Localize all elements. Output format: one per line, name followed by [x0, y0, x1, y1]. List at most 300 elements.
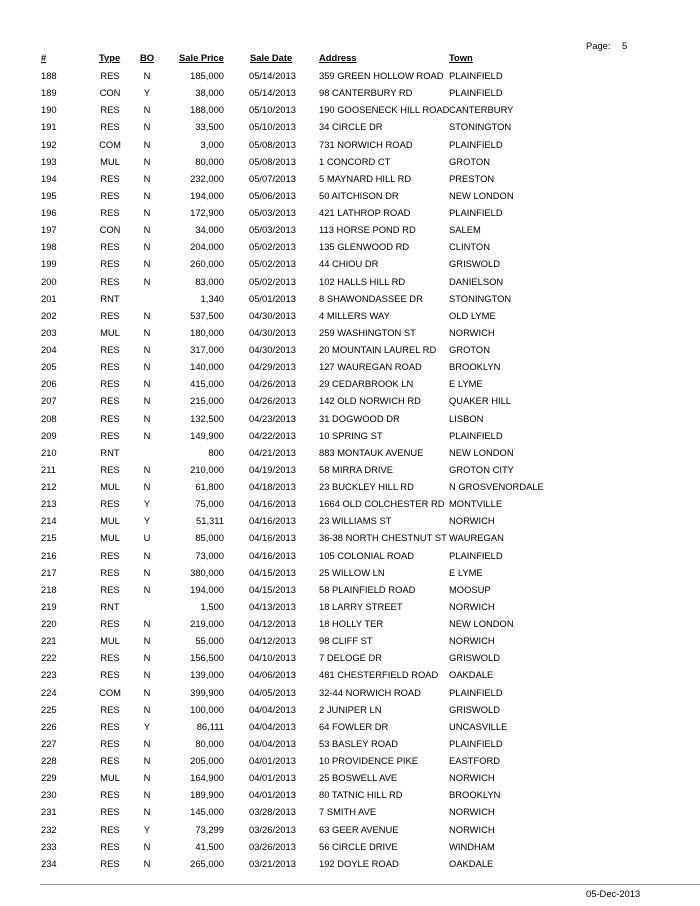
sale-date: 04/22/2013 — [249, 429, 296, 441]
page-indicator — [586, 40, 628, 51]
sale-date: 03/28/2013 — [249, 806, 296, 818]
town: PLAINFIELD — [449, 686, 503, 698]
table-row — [0, 223, 700, 240]
sale-number: 192 — [41, 138, 57, 150]
table-row — [0, 206, 700, 223]
town: MOOSUP — [449, 583, 491, 595]
town: NORWICH — [449, 515, 495, 527]
bo-flag: N — [143, 155, 151, 167]
bo-flag: N — [143, 241, 151, 253]
address: 10 SPRING ST — [319, 429, 383, 441]
sale-date: 04/01/2013 — [249, 789, 296, 801]
bo-flag: N — [143, 857, 151, 869]
address: 190 GOOSENECK HILL ROAD — [319, 104, 450, 116]
town: OLD LYME — [449, 309, 496, 321]
sale-number: 234 — [41, 857, 57, 869]
sale-price: 210,000 — [190, 463, 224, 475]
town: CANTERBURY — [449, 104, 514, 116]
sale-number: 201 — [41, 292, 57, 304]
address: 20 MOUNTAIN LAUREL RD — [319, 344, 437, 355]
sale-price: 204,000 — [190, 241, 224, 253]
sale-date: 05/02/2013 — [249, 258, 296, 270]
sale-number: 224 — [41, 686, 57, 698]
bo-flag: N — [143, 104, 151, 116]
sale-number: 208 — [41, 412, 57, 424]
town: E LYME — [449, 566, 483, 578]
town: OAKDALE — [449, 857, 494, 869]
sale-date: 04/01/2013 — [249, 772, 296, 784]
sale-price: 73,299 — [195, 823, 224, 835]
sale-date: 04/16/2013 — [249, 515, 296, 527]
bo-flag: N — [143, 172, 151, 184]
bo-flag: Y — [143, 720, 151, 732]
sale-number: 214 — [41, 515, 57, 527]
sale-number: 231 — [41, 806, 57, 818]
address: 7 DELOGE DR — [319, 652, 383, 664]
town: PLAINFIELD — [449, 549, 503, 561]
sale-price: 1,500 — [200, 600, 224, 612]
sale-date: 04/23/2013 — [249, 412, 296, 424]
sale-date: 05/03/2013 — [249, 207, 296, 218]
table-row — [0, 737, 700, 754]
sale-number: 203 — [41, 326, 57, 338]
bo-flag: Y — [143, 515, 151, 527]
table-row — [0, 394, 700, 411]
address: 2 JUNIPER LN — [319, 703, 382, 715]
table-row — [0, 446, 700, 463]
property-type: RES — [100, 463, 120, 475]
sale-number: 209 — [41, 429, 57, 441]
table-row — [0, 583, 700, 600]
sale-number: 221 — [41, 635, 57, 647]
sale-number: 202 — [41, 309, 57, 321]
sale-number: 196 — [41, 207, 57, 218]
header-sale-date: Sale Date — [250, 52, 293, 63]
sale-number: 227 — [41, 737, 57, 749]
header-address: Address — [319, 52, 357, 63]
sale-number: 206 — [41, 378, 57, 390]
property-type: RES — [100, 755, 120, 766]
sale-price: 34,000 — [195, 224, 224, 236]
sale-price: 61,800 — [195, 481, 224, 492]
address: 142 OLD NORWICH RD — [319, 395, 421, 407]
header-bo: BO — [140, 52, 155, 63]
address: 44 CHIOU DR — [319, 258, 379, 270]
property-type: RES — [100, 258, 120, 270]
town: PLAINFIELD — [449, 207, 503, 218]
town: STONINGTON — [449, 121, 512, 133]
property-type: COM — [99, 138, 121, 150]
address: 98 CLIFF ST — [319, 635, 373, 647]
sale-price: 215,000 — [190, 395, 224, 407]
sale-number: 195 — [41, 189, 57, 201]
sale-price: 38,000 — [195, 87, 224, 99]
sale-price: 3,000 — [200, 138, 224, 150]
property-type: RNT — [100, 600, 120, 612]
bo-flag: N — [143, 70, 151, 81]
address: 50 AITCHISON DR — [319, 189, 399, 201]
sale-number: 232 — [41, 823, 57, 835]
address: 58 PLAINFIELD ROAD — [319, 583, 416, 595]
sale-price: 132,500 — [190, 412, 224, 424]
sale-price: 219,000 — [190, 618, 224, 629]
sale-date: 04/04/2013 — [249, 720, 296, 732]
table-row — [0, 257, 700, 274]
town: NEW LONDON — [449, 446, 514, 458]
sale-number: 220 — [41, 618, 57, 629]
sale-price: 80,000 — [195, 737, 224, 749]
sale-price: 185,000 — [190, 70, 224, 81]
sale-number: 212 — [41, 481, 57, 492]
sale-number: 233 — [41, 840, 57, 852]
sale-number: 199 — [41, 258, 57, 270]
table-row — [0, 275, 700, 292]
bo-flag: N — [143, 309, 151, 321]
property-type: MUL — [100, 532, 120, 544]
property-type: RES — [100, 104, 120, 116]
sale-date: 05/01/2013 — [249, 292, 296, 304]
table-row — [0, 326, 700, 343]
address: 63 GEER AVENUE — [319, 823, 399, 835]
table-row — [0, 840, 700, 857]
sale-price: 149,900 — [190, 429, 224, 441]
sale-number: 222 — [41, 652, 57, 664]
sale-date: 04/13/2013 — [249, 600, 296, 612]
bo-flag: N — [143, 481, 151, 492]
sale-date: 04/29/2013 — [249, 361, 296, 373]
property-type: RES — [100, 549, 120, 561]
sale-price: 317,000 — [190, 344, 224, 355]
sale-number: 190 — [41, 104, 57, 116]
sale-date: 04/12/2013 — [249, 618, 296, 629]
bo-flag: N — [143, 395, 151, 407]
town: SALEM — [449, 224, 481, 236]
footer-divider — [40, 884, 700, 885]
property-type: RES — [100, 172, 120, 184]
sale-price: 180,000 — [190, 326, 224, 338]
bo-flag: N — [143, 566, 151, 578]
bo-flag: N — [143, 189, 151, 201]
table-row — [0, 514, 700, 531]
bo-flag: N — [143, 429, 151, 441]
address: 5 MAYNARD HILL RD — [319, 172, 412, 184]
bo-flag: N — [143, 121, 151, 133]
sale-number: 223 — [41, 669, 57, 681]
sale-date: 04/26/2013 — [249, 378, 296, 390]
address: 421 LATHROP ROAD — [319, 207, 411, 218]
bo-flag: N — [143, 361, 151, 373]
sale-date: 05/07/2013 — [249, 172, 296, 184]
property-type: RES — [100, 189, 120, 201]
bo-flag: N — [143, 224, 151, 236]
bo-flag: N — [143, 669, 151, 681]
table-row — [0, 86, 700, 103]
table-row — [0, 823, 700, 840]
town: NEW LONDON — [449, 618, 514, 629]
sale-date: 04/12/2013 — [249, 635, 296, 647]
bo-flag: N — [143, 618, 151, 629]
address: 8 SHAWONDASSEE DR — [319, 292, 423, 304]
table-row — [0, 463, 700, 480]
sale-number: 198 — [41, 241, 57, 253]
sale-number: 218 — [41, 583, 57, 595]
property-type: RES — [100, 583, 120, 595]
bo-flag: N — [143, 207, 151, 218]
sale-price: 260,000 — [190, 258, 224, 270]
property-type: RES — [100, 806, 120, 818]
sale-number: 210 — [41, 446, 57, 458]
sale-date: 05/02/2013 — [249, 275, 296, 287]
property-type: RES — [100, 737, 120, 749]
address: 36-38 NORTH CHESTNUT ST — [319, 532, 447, 544]
property-type: RES — [100, 789, 120, 801]
sale-number: 205 — [41, 361, 57, 373]
sale-number: 204 — [41, 344, 57, 355]
address: 32-44 NORWICH ROAD — [319, 686, 421, 698]
town: NORWICH — [449, 806, 495, 818]
property-type: MUL — [100, 772, 120, 784]
sale-price: 189,900 — [190, 789, 224, 801]
town: OAKDALE — [449, 669, 494, 681]
town: GRISWOLD — [449, 703, 501, 715]
bo-flag: N — [143, 652, 151, 664]
sale-number: 216 — [41, 549, 57, 561]
table-row — [0, 103, 700, 120]
town: GRISWOLD — [449, 258, 501, 270]
sale-number: 207 — [41, 395, 57, 407]
town: NORWICH — [449, 772, 495, 784]
sale-number: 188 — [41, 70, 57, 81]
property-type: MUL — [100, 515, 120, 527]
address: 1664 OLD COLCHESTER RD — [319, 498, 445, 510]
bo-flag: N — [143, 258, 151, 270]
property-type: MUL — [100, 481, 120, 492]
sale-price: 380,000 — [190, 566, 224, 578]
bo-flag: N — [143, 463, 151, 475]
town: BROOKLYN — [449, 789, 501, 801]
sale-price: 41,500 — [195, 840, 224, 852]
table-row — [0, 686, 700, 703]
sale-date: 04/04/2013 — [249, 737, 296, 749]
address: 18 HOLLY TER — [319, 618, 384, 629]
table-row — [0, 617, 700, 634]
town: QUAKER HILL — [449, 395, 511, 407]
sale-price: 188,000 — [190, 104, 224, 116]
sale-date: 04/26/2013 — [249, 395, 296, 407]
sale-date: 04/06/2013 — [249, 669, 296, 681]
property-type: RES — [100, 412, 120, 424]
sale-price: 83,000 — [195, 275, 224, 287]
table-row — [0, 549, 700, 566]
sale-number: 219 — [41, 600, 57, 612]
sale-date: 05/08/2013 — [249, 138, 296, 150]
sale-price: 156,500 — [190, 652, 224, 664]
town: MONTVILLE — [449, 498, 503, 510]
bo-flag: N — [143, 703, 151, 715]
town: LISBON — [449, 412, 484, 424]
table-row — [0, 703, 700, 720]
sale-date: 04/16/2013 — [249, 549, 296, 561]
property-type: RES — [100, 361, 120, 373]
property-type: RES — [100, 703, 120, 715]
town: BROOKLYN — [449, 361, 501, 373]
bo-flag: N — [143, 378, 151, 390]
property-type: RES — [100, 241, 120, 253]
table-row — [0, 754, 700, 771]
bo-flag: N — [143, 737, 151, 749]
table-row — [0, 788, 700, 805]
property-type: RNT — [100, 292, 120, 304]
sale-number: 230 — [41, 789, 57, 801]
town: NORWICH — [449, 823, 495, 835]
town: DANIELSON — [449, 275, 504, 287]
address: 53 BASLEY ROAD — [319, 737, 399, 749]
table-row — [0, 634, 700, 651]
sale-price: 232,000 — [190, 172, 224, 184]
sale-price: 194,000 — [190, 583, 224, 595]
sale-price: 205,000 — [190, 755, 224, 766]
sale-date: 05/08/2013 — [249, 155, 296, 167]
sale-price: 80,000 — [195, 155, 224, 167]
sale-price: 33,500 — [195, 121, 224, 133]
table-row — [0, 412, 700, 429]
sale-number: 228 — [41, 755, 57, 766]
property-type: RES — [100, 207, 120, 218]
town: NORWICH — [449, 326, 495, 338]
property-type: CON — [99, 87, 121, 99]
sale-number: 193 — [41, 155, 57, 167]
sale-price: 73,000 — [195, 549, 224, 561]
property-type: RES — [100, 669, 120, 681]
property-type: RES — [100, 344, 120, 355]
town: PLAINFIELD — [449, 87, 503, 99]
table-row — [0, 600, 700, 617]
address: 29 CEDARBROOK LN — [319, 378, 414, 390]
property-type: COM — [99, 686, 121, 698]
table-row — [0, 771, 700, 788]
bo-flag: Y — [143, 498, 151, 510]
sale-price: 100,000 — [190, 703, 224, 715]
address: 192 DOYLE ROAD — [319, 857, 399, 869]
bo-flag: N — [143, 755, 151, 766]
property-type: RES — [100, 720, 120, 732]
sale-date: 05/14/2013 — [249, 87, 296, 99]
property-type: CON — [99, 224, 121, 236]
address: 259 WASHINGTON ST — [319, 326, 416, 338]
table-row — [0, 668, 700, 685]
bo-flag: N — [143, 635, 151, 647]
town: GROTON — [449, 344, 490, 355]
address: 7 SMITH AVE — [319, 806, 377, 818]
table-row — [0, 292, 700, 309]
report-date: 05-Dec-2013 — [586, 888, 641, 899]
town: GROTON CITY — [449, 463, 514, 475]
table-row — [0, 497, 700, 514]
sale-date: 04/05/2013 — [249, 686, 296, 698]
sale-number: 226 — [41, 720, 57, 732]
town: PRESTON — [449, 172, 495, 184]
town: STONINGTON — [449, 292, 512, 304]
page-label: Page: — [586, 40, 611, 51]
town: NORWICH — [449, 635, 495, 647]
table-row — [0, 429, 700, 446]
table-row — [0, 480, 700, 497]
address: 25 WILLOW LN — [319, 566, 385, 578]
table-row — [0, 120, 700, 137]
property-type: RES — [100, 857, 120, 869]
table-row — [0, 805, 700, 822]
address: 18 LARRY STREET — [319, 600, 403, 612]
table-header — [0, 52, 700, 66]
sale-date: 03/21/2013 — [249, 857, 296, 869]
town: N GROSVENORDALE — [449, 481, 544, 492]
table-row — [0, 377, 700, 394]
table-row — [0, 189, 700, 206]
sale-number: 229 — [41, 772, 57, 784]
bo-flag: N — [143, 138, 151, 150]
town: CLINTON — [449, 241, 490, 253]
property-type: RES — [100, 275, 120, 287]
bo-flag: N — [143, 789, 151, 801]
town: WINDHAM — [449, 840, 495, 852]
town: PLAINFIELD — [449, 138, 503, 150]
bo-flag: N — [143, 344, 151, 355]
address: 102 HALLS HILL RD — [319, 275, 406, 287]
bo-flag: Y — [143, 823, 151, 835]
sale-price: 800 — [208, 446, 224, 458]
table-row — [0, 720, 700, 737]
town: WAUREGAN — [449, 532, 504, 544]
header-town: Town — [449, 52, 473, 63]
address: 10 PROVIDENCE PIKE — [319, 755, 418, 766]
bo-flag: N — [143, 412, 151, 424]
town: NORWICH — [449, 600, 495, 612]
sale-number: 213 — [41, 498, 57, 510]
property-type: MUL — [100, 635, 120, 647]
sale-number: 197 — [41, 224, 57, 236]
town: UNCASVILLE — [449, 720, 508, 732]
table-row — [0, 155, 700, 172]
property-type: RES — [100, 395, 120, 407]
sale-date: 04/19/2013 — [249, 463, 296, 475]
sale-date: 04/16/2013 — [249, 498, 296, 510]
property-type: RES — [100, 378, 120, 390]
sale-number: 194 — [41, 172, 57, 184]
table-row — [0, 360, 700, 377]
sale-date: 04/15/2013 — [249, 566, 296, 578]
sale-price: 51,311 — [196, 515, 224, 527]
bo-flag: N — [143, 583, 151, 595]
sale-price: 537,500 — [190, 309, 224, 321]
address: 64 FOWLER DR — [319, 720, 389, 732]
table-row — [0, 566, 700, 583]
sale-date: 04/15/2013 — [249, 583, 296, 595]
property-type: RES — [100, 70, 120, 81]
address: 1 CONCORD CT — [319, 155, 391, 167]
header-sale-price: Sale Price — [179, 52, 224, 63]
sale-price: 145,000 — [190, 806, 224, 818]
sale-date: 04/16/2013 — [249, 532, 296, 544]
sale-price: 85,000 — [195, 532, 224, 544]
town: PLAINFIELD — [449, 737, 503, 749]
sale-price: 172,900 — [190, 207, 224, 218]
property-type: RES — [100, 498, 120, 510]
sale-price: 415,000 — [190, 378, 224, 390]
address: 135 GLENWOOD RD — [319, 241, 410, 253]
sale-price: 139,000 — [190, 669, 224, 681]
address: 34 CIRCLE DR — [319, 121, 383, 133]
table-row — [0, 309, 700, 326]
